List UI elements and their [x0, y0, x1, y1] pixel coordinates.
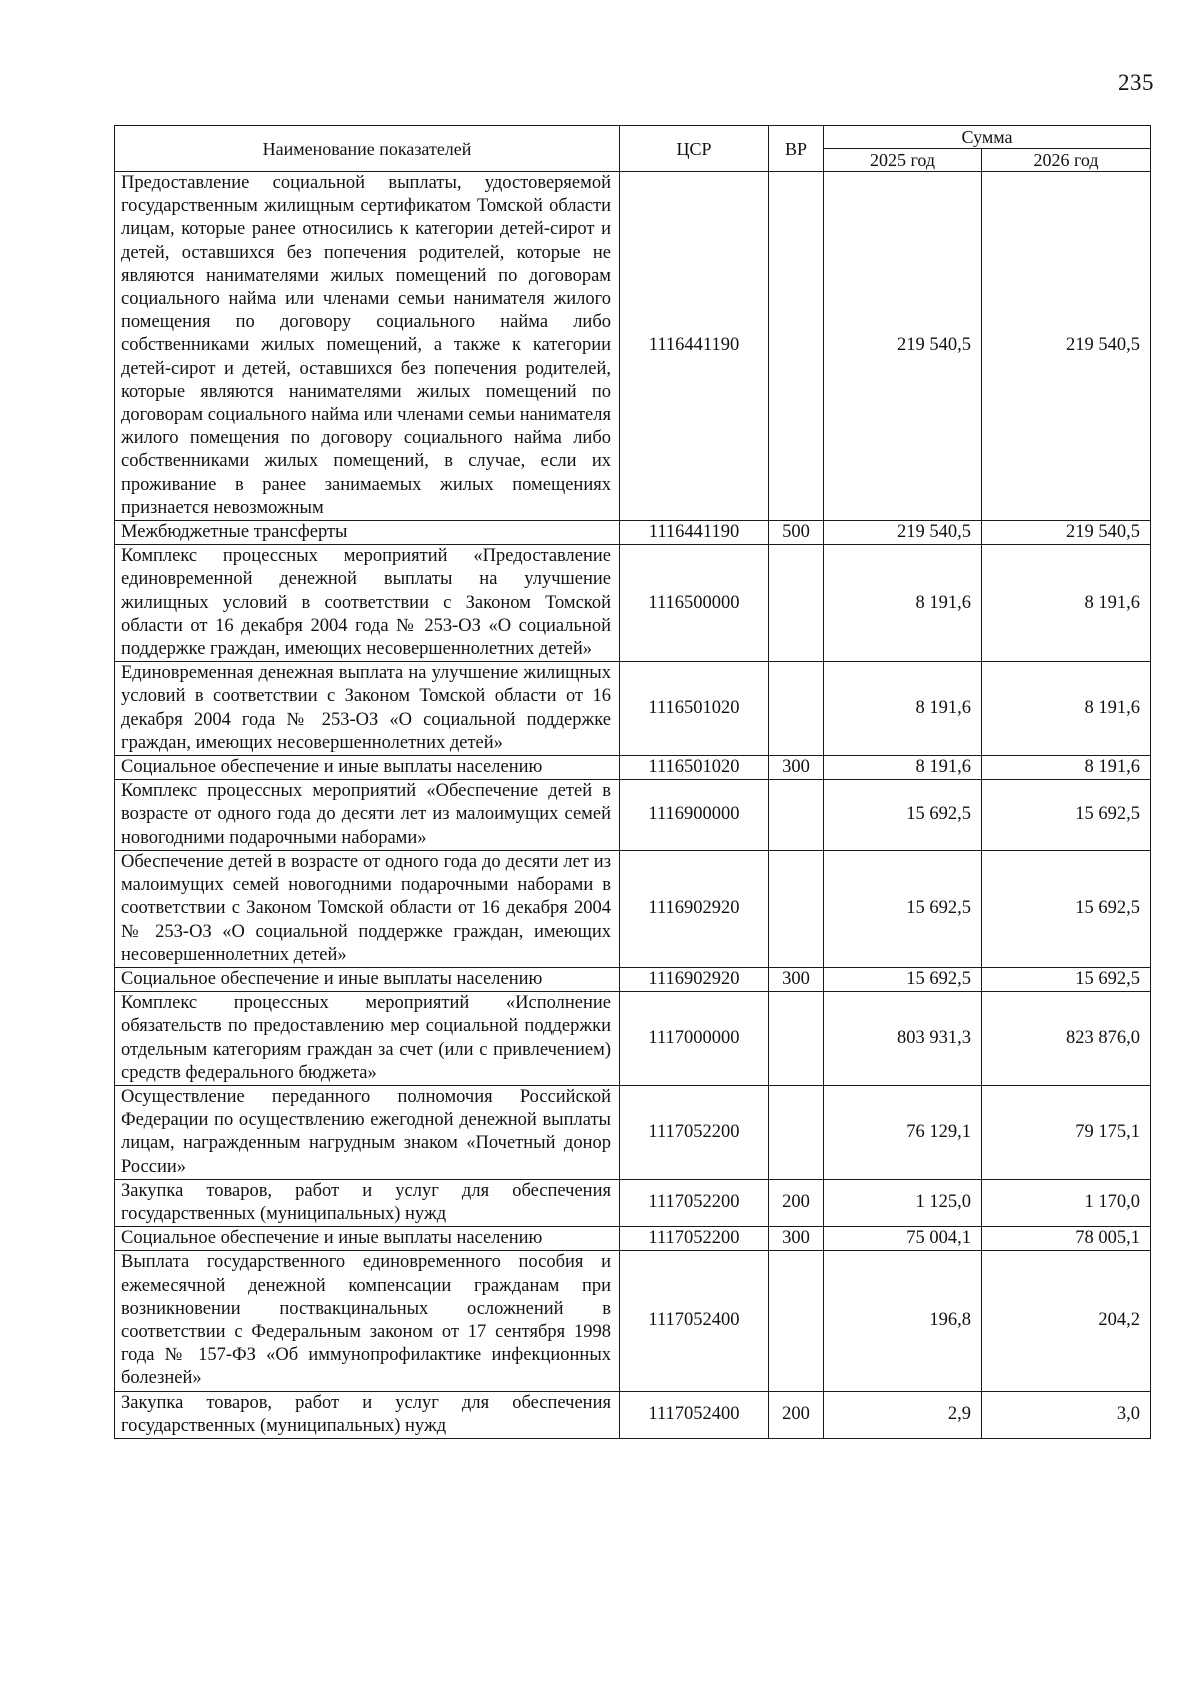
table-row — [115, 1179, 1151, 1226]
row-sum-2026: 15 692,5 — [982, 780, 1151, 851]
row-sum-2025: 219 540,5 — [824, 172, 982, 521]
row-sum-2026: 78 005,1 — [982, 1227, 1151, 1251]
row-csr: 1116501020 — [620, 756, 769, 780]
row-sum-2025: 15 692,5 — [824, 850, 982, 967]
row-csr: 1116441190 — [620, 521, 769, 545]
row-vr — [769, 850, 824, 967]
row-name: Обеспечение детей в возрасте от одного года до десяти лет из малоимущих семей новогодними подарочными наборами в соответствии с Законом Томской области от 16 декабря 2004 № 253-ОЗ «О социальной поддержке граждан, имеющих несовершеннолетних детей» — [115, 850, 620, 967]
row-sum-2026: 15 692,5 — [982, 967, 1151, 991]
row-csr: 1117052200 — [620, 1227, 769, 1251]
row-name: Социальное обеспечение и иные выплаты населению — [115, 756, 620, 780]
row-name: Предоставление социальной выплаты, удостоверяемой государственным жилищным сертификатом Томской области лицам, которые ранее относились к категории детей-сирот и детей, оставшихся без попечения родителей, которые не являются нанимателями жилых помещений по договорам социального найма или членами семьи нанимателя жилого помещения по договору социального найма либо собственниками жилых помещений, а также к категории детей-сирот и детей, оставшихся без попечения родителей, которые являются нанимателями жилых помещений по договорам социального найма или членами семьи нанимателя жилого помещения по договору социального найма либо собственниками жилых помещений, в случае, если их проживание в ранее занимаемых жилых помещениях признается невозможным — [115, 172, 620, 521]
table-row — [115, 662, 1151, 756]
row-sum-2025: 8 191,6 — [824, 545, 982, 662]
row-sum-2025: 15 692,5 — [824, 780, 982, 851]
table-row — [115, 521, 1151, 545]
header-vr: ВР — [769, 126, 824, 172]
page-number: 235 — [1118, 70, 1154, 95]
row-csr: 1117052400 — [620, 1251, 769, 1391]
row-sum-2026: 8 191,6 — [982, 662, 1151, 756]
row-name: Межбюджетные трансферты — [115, 521, 620, 545]
table-row — [115, 1391, 1151, 1438]
row-sum-2026: 1 170,0 — [982, 1179, 1151, 1226]
row-vr — [769, 1251, 824, 1391]
row-sum-2026: 79 175,1 — [982, 1085, 1151, 1179]
row-vr: 300 — [769, 1227, 824, 1251]
row-sum-2026: 8 191,6 — [982, 756, 1151, 780]
row-name: Закупка товаров, работ и услуг для обеспечения государственных (муниципальных) нужд — [115, 1179, 620, 1226]
row-sum-2026: 15 692,5 — [982, 850, 1151, 967]
row-vr — [769, 172, 824, 521]
row-name: Социальное обеспечение и иные выплаты населению — [115, 967, 620, 991]
row-sum-2025: 76 129,1 — [824, 1085, 982, 1179]
row-csr: 1117052400 — [620, 1391, 769, 1438]
table-body — [115, 172, 1151, 1439]
header-sum: Сумма — [824, 126, 1151, 149]
row-sum-2026: 219 540,5 — [982, 521, 1151, 545]
table-row — [115, 545, 1151, 662]
table-row — [115, 850, 1151, 967]
row-sum-2025: 8 191,6 — [824, 662, 982, 756]
row-sum-2025: 75 004,1 — [824, 1227, 982, 1251]
row-name: Комплекс процессных мероприятий «Исполнение обязательств по предоставлению мер социальной поддержки отдельным категориям граждан за счет (или с привлечением) средств федерального бюджета» — [115, 992, 620, 1086]
row-vr — [769, 1085, 824, 1179]
row-csr: 1116902920 — [620, 967, 769, 991]
row-name: Комплекс процессных мероприятий «Предоставление единовременной денежной выплаты на улучшение жилищных условий в соответствии с Законом Томской области от 16 декабря 2004 года № 253-ОЗ «О социальной поддержке граждан, имеющих несовершеннолетних детей» — [115, 545, 620, 662]
row-vr: 500 — [769, 521, 824, 545]
row-vr: 200 — [769, 1391, 824, 1438]
row-csr: 1116501020 — [620, 662, 769, 756]
row-vr: 300 — [769, 756, 824, 780]
row-sum-2026: 8 191,6 — [982, 545, 1151, 662]
row-sum-2025: 219 540,5 — [824, 521, 982, 545]
row-name: Выплата государственного единовременного пособия и ежемесячной денежной компенсации гражданам при возникновении поствакцинальных осложнений в соответствии с Федеральным законом от 17 сентября 1998 года № 157-ФЗ «Об иммунопрофилактике инфекционных болезней» — [115, 1251, 620, 1391]
row-name: Осуществление переданного полномочия Российской Федерации по осуществлению ежегодной денежной выплаты лицам, награжденным нагрудным знаком «Почетный донор России» — [115, 1085, 620, 1179]
table-row — [115, 1251, 1151, 1391]
row-csr: 1117052200 — [620, 1179, 769, 1226]
row-sum-2025: 8 191,6 — [824, 756, 982, 780]
row-csr: 1116902920 — [620, 850, 769, 967]
row-csr: 1117052200 — [620, 1085, 769, 1179]
row-sum-2026: 204,2 — [982, 1251, 1151, 1391]
row-vr: 300 — [769, 967, 824, 991]
row-sum-2026: 3,0 — [982, 1391, 1151, 1438]
row-csr: 1117000000 — [620, 992, 769, 1086]
row-sum-2025: 2,9 — [824, 1391, 982, 1438]
header-csr: ЦСР — [620, 126, 769, 172]
row-csr: 1116900000 — [620, 780, 769, 851]
row-sum-2025: 196,8 — [824, 1251, 982, 1391]
row-sum-2026: 219 540,5 — [982, 172, 1151, 521]
table-row — [115, 756, 1151, 780]
table-row — [115, 780, 1151, 851]
table-row — [115, 1227, 1151, 1251]
row-sum-2025: 803 931,3 — [824, 992, 982, 1086]
row-vr — [769, 992, 824, 1086]
header-name: Наименование показателей — [115, 126, 620, 172]
row-vr — [769, 780, 824, 851]
row-sum-2026: 823 876,0 — [982, 992, 1151, 1086]
row-csr: 1116441190 — [620, 172, 769, 521]
table-row — [115, 1085, 1151, 1179]
table-header — [115, 126, 1151, 172]
header-year-2025: 2025 год — [824, 149, 982, 172]
row-sum-2025: 15 692,5 — [824, 967, 982, 991]
row-name: Социальное обеспечение и иные выплаты населению — [115, 1227, 620, 1251]
row-name: Комплекс процессных мероприятий «Обеспечение детей в возрасте от одного года до десяти лет из малоимущих семей новогодними подарочными наборами» — [115, 780, 620, 851]
row-name: Закупка товаров, работ и услуг для обеспечения государственных (муниципальных) нужд — [115, 1391, 620, 1438]
table-row — [115, 967, 1151, 991]
header-year-2026: 2026 год — [982, 149, 1151, 172]
budget-table — [114, 125, 1151, 1439]
row-csr: 1116500000 — [620, 545, 769, 662]
row-sum-2025: 1 125,0 — [824, 1179, 982, 1226]
row-vr: 200 — [769, 1179, 824, 1226]
row-vr — [769, 545, 824, 662]
row-name: Единовременная денежная выплата на улучшение жилищных условий в соответствии с Законом Томской области от 16 декабря 2004 года № 253-ОЗ «О социальной поддержке граждан, имеющих несовершеннолетних детей» — [115, 662, 620, 756]
table-row — [115, 992, 1151, 1086]
row-vr — [769, 662, 824, 756]
table-row — [115, 172, 1151, 521]
